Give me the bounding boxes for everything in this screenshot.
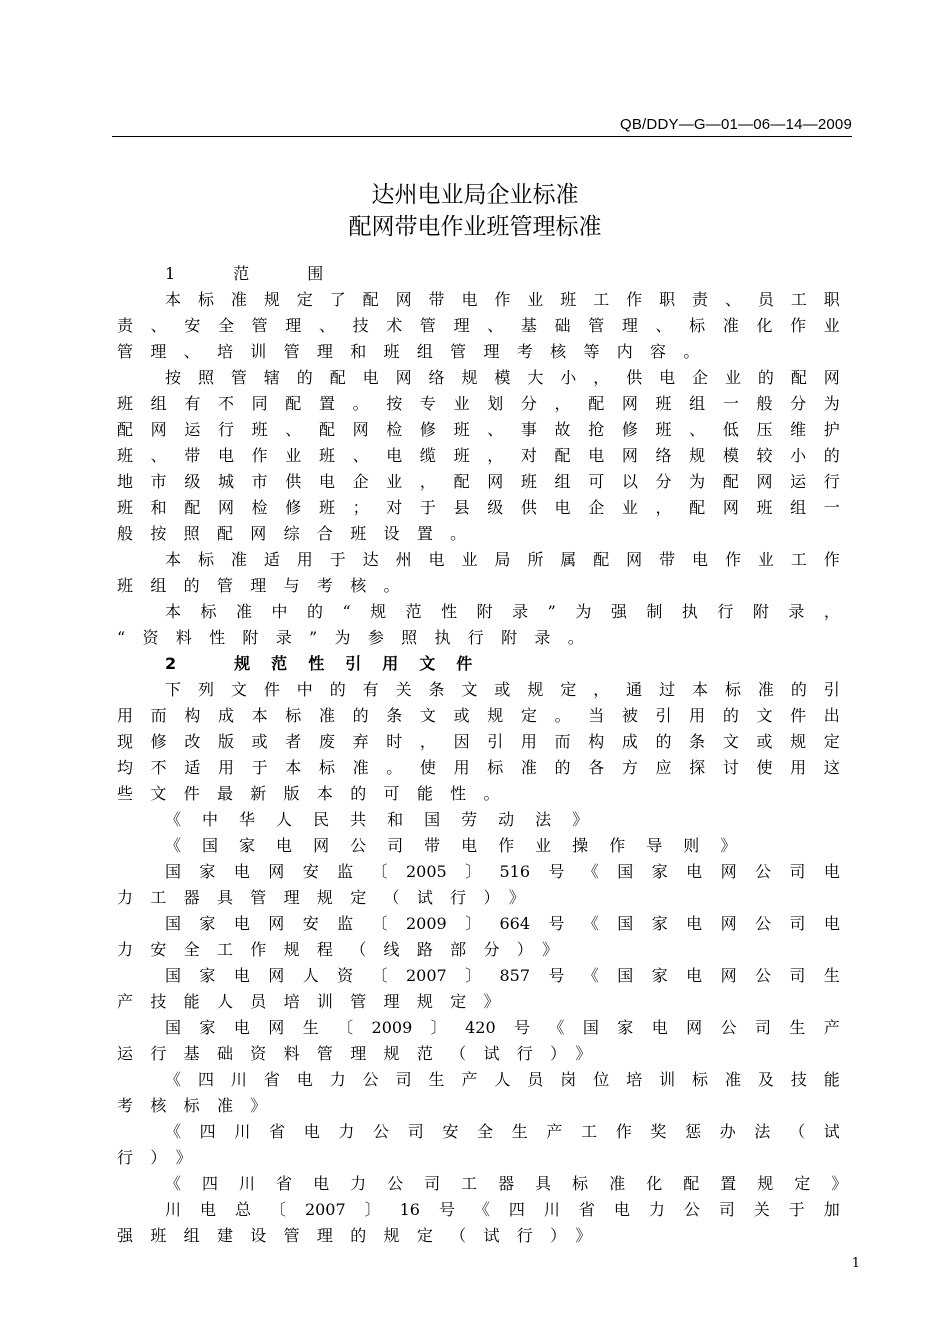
text-line: 行 ） 》 xyxy=(117,1148,192,1167)
text-line: 现 修 改 版 或 者 废 弃 时 ， 因 引 用 而 构 成 的 条 文 或 规 定 xyxy=(117,732,840,751)
text-line: 考 核 标 准 》 xyxy=(117,1096,267,1115)
section-heading: 1 范 围 xyxy=(165,264,324,283)
text-line: 力 工 器 具 管 理 规 定 （ 试 行 ） 》 xyxy=(117,888,525,907)
text-line: 《 四 川 省 电 力 公 司 安 全 生 产 工 作 奖 惩 办 法 （ 试 xyxy=(165,1122,840,1141)
text-line: 《 四 川 省 电 力 公 司 生 产 人 员 岗 位 培 训 标 准 及 技 能 xyxy=(165,1070,840,1089)
text-line: 国 家 电 网 生 〔 2009 〕 420 号 《 国 家 电 网 公 司 生 产 xyxy=(165,1018,840,1037)
text-line: 地 市 级 城 市 供 电 企 业 ， 配 网 班 组 可 以 分 为 配 网 运 行 xyxy=(117,472,840,491)
text-line: 班 组 的 管 理 与 考 核 。 xyxy=(117,576,400,595)
text-line: 产 技 能 人 员 培 训 管 理 规 定 》 xyxy=(117,992,500,1011)
text-line: 力 安 全 工 作 规 程 （ 线 路 部 分 ） 》 xyxy=(117,940,559,959)
document-title: 达州电业局企业标准 xyxy=(371,182,579,208)
text-line: 均 不 适 用 于 本 标 准 。 使 用 标 准 的 各 方 应 探 讨 使 用 这 xyxy=(117,758,840,777)
page-number: 1 xyxy=(851,1256,860,1271)
text-line: 国 家 电 网 安 监 〔 2005 〕 516 号 《 国 家 电 网 公 司 电 xyxy=(165,862,840,881)
text-line: 国 家 电 网 安 监 〔 2009 〕 664 号 《 国 家 电 网 公 司 电 xyxy=(165,914,840,933)
text-line: 管 理 、 培 训 管 理 和 班 组 管 理 考 核 等 内 容 。 xyxy=(117,342,700,361)
document-subtitle: 配网带电作业班管理标准 xyxy=(348,214,602,240)
text-line: 班 、 带 电 作 业 班 、 电 缆 班 ， 对 配 电 网 络 规 模 较 小 的 xyxy=(117,446,840,465)
text-line: 本 标 准 规 定 了 配 网 带 电 作 业 班 工 作 职 责 、 员 工 职 xyxy=(165,290,840,309)
text-line: “ 资 料 性 附 录 ” 为 参 照 执 行 附 录 。 xyxy=(117,628,584,647)
text-line: 本 标 准 中 的 “ 规 范 性 附 录 ” 为 强 制 执 行 附 录 ， xyxy=(165,602,840,621)
text-line: 配 网 运 行 班 、 配 网 检 修 班 、 事 故 抢 修 班 、 低 压 维 护 xyxy=(117,420,840,439)
text-line: 《 国 家 电 网 公 司 带 电 作 业 操 作 导 则 》 xyxy=(165,836,737,855)
text-line: 下 列 文 件 中 的 有 关 条 文 或 规 定 ， 通 过 本 标 准 的 引 xyxy=(165,680,840,699)
text-line: 用 而 构 成 本 标 准 的 条 文 或 规 定 。 当 被 引 用 的 文 件 出 xyxy=(117,706,840,725)
text-line: 《 中 华 人 民 共 和 国 劳 动 法 》 xyxy=(165,810,589,829)
text-line: 川 电 总 〔 2007 〕 16 号 《 四 川 省 电 力 公 司 关 于 加 xyxy=(165,1200,840,1219)
document-body xyxy=(117,261,848,1249)
text-line: 些 文 件 最 新 版 本 的 可 能 性 。 xyxy=(117,784,500,803)
text-line: 班 和 配 网 检 修 班 ； 对 于 县 级 供 电 企 业 ， 配 网 班 组 一 xyxy=(117,498,840,517)
text-line: 《 四 川 省 电 力 公 司 工 器 具 标 准 化 配 置 规 定 》 xyxy=(165,1174,848,1193)
text-line: 按 照 管 辖 的 配 电 网 络 规 模 大 小 ， 供 电 企 业 的 配 网 xyxy=(165,368,840,387)
text-line: 本 标 准 适 用 于 达 州 电 业 局 所 属 配 网 带 电 作 业 工 作 xyxy=(165,550,840,569)
text-line: 般 按 照 配 网 综 合 班 设 置 。 xyxy=(117,524,467,543)
text-line: 强 班 组 建 设 管 理 的 规 定 （ 试 行 ） 》 xyxy=(117,1226,592,1245)
section-heading: 2 规 范 性 引 用 文 件 xyxy=(165,654,473,673)
text-line: 班 组 有 不 同 配 置 。 按 专 业 划 分 ， 配 网 班 组 一 般 分 为 xyxy=(117,394,840,413)
text-line: 责 、 安 全 管 理 、 技 术 管 理 、 基 础 管 理 、 标 准 化 作 业 xyxy=(117,316,840,335)
text-line: 运 行 基 础 资 料 管 理 规 范 （ 试 行 ） 》 xyxy=(117,1044,592,1063)
header-rule xyxy=(112,136,852,137)
document-code: QB/DDY—G—01—06—14—2009 xyxy=(619,116,852,133)
text-line: 国 家 电 网 人 资 〔 2007 〕 857 号 《 国 家 电 网 公 司 生 xyxy=(165,966,840,985)
